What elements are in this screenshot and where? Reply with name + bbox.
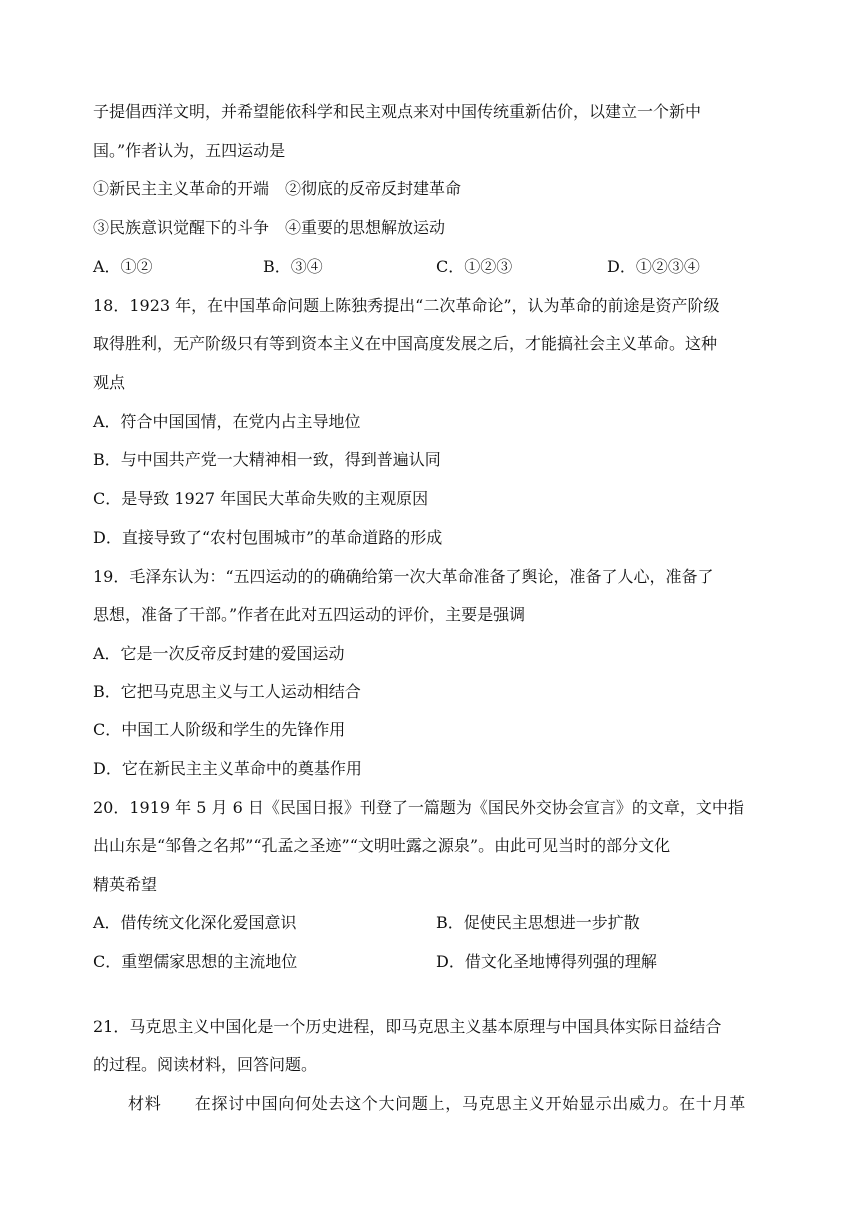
q17-option-a: A．①② [93, 257, 153, 276]
q19-option-b: B．它把马克思主义与工人运动相结合 [93, 682, 361, 701]
q18-option-d: D．直接导致了“农村包围城市”的革命道路的形成 [93, 528, 443, 547]
q17-stem-continuation-line1: 子提倡西洋文明，并希望能依科学和民主观点来对中国传统重新估价，以建立一个新中 [93, 102, 702, 121]
q19-stem-line2: 思想，准备了干部。”作者在此对五四运动的评价，主要是强调 [93, 605, 526, 624]
q17-statements-line1: ①新民主主义革命的开端 ②彻底的反帝反封建革命 [93, 179, 462, 198]
q21-material-line1: 材料 在探讨中国向何处去这个大问题上，马克思主义开始显示出威力。在十月革 [128, 1094, 746, 1113]
q20-stem-line3: 精英希望 [93, 875, 158, 894]
q20-stem-line2: 出山东是“邹鲁之名邦”“孔孟之圣迹”“文明吐露之源泉”。由此可见当时的部分文化 [93, 836, 671, 855]
q18-stem-line2: 取得胜利，无产阶级只有等到资本主义在中国高度发展之后，才能搞社会主义革命。这种 [93, 334, 718, 353]
q20-option-b: B．促使民主思想进一步扩散 [436, 913, 640, 932]
q18-option-b: B．与中国共产党一大精神相一致，得到普遍认同 [93, 450, 441, 469]
q17-option-d: D．①②③④ [607, 257, 700, 276]
q20-option-c: C．重塑儒家思想的主流地位 [93, 952, 298, 971]
q17-statements-line2: ③民族意识觉醒下的斗争 ④重要的思想解放运动 [93, 218, 446, 237]
q20-stem-line1: 20．1919 年 5 月 6 日《民国日报》刊登了一篇题为《国民外交协会宣言》的文章，文中指 [93, 798, 744, 817]
q20-option-a: A．借传统文化深化爱国意识 [93, 913, 297, 932]
q18-stem-line3: 观点 [93, 373, 126, 392]
q21-stem-line2: 的过程。阅读材料，回答问题。 [93, 1055, 318, 1074]
q20-option-d: D．借文化圣地博得列强的理解 [436, 952, 657, 971]
q18-option-c: C．是导致 1927 年国民大革命失败的主观原因 [93, 489, 429, 508]
q19-option-d: D．它在新民主主义革命中的奠基作用 [93, 759, 362, 778]
q18-stem-line1: 18．1923 年，在中国革命问题上陈独秀提出“二次革命论”，认为革命的前途是资产阶级 [93, 296, 720, 315]
q17-option-c: C．①②③ [436, 257, 513, 276]
q19-option-c: C．中国工人阶级和学生的先锋作用 [93, 720, 346, 739]
q21-stem-line1: 21．马克思主义中国化是一个历史进程，即马克思主义基本原理与中国具体实际日益结合 [93, 1017, 722, 1036]
q19-option-a: A．它是一次反帝反封建的爱国运动 [93, 644, 345, 663]
q17-stem-continuation-line2: 国。”作者认为，五四运动是 [93, 141, 286, 160]
q19-stem-line1: 19．毛泽东认为：“五四运动的的确确给第一次大革命准备了舆论，准备了人心，准备了 [93, 567, 714, 586]
q17-option-b: B．③④ [263, 257, 323, 276]
q18-option-a: A．符合中国国情，在党内占主导地位 [93, 412, 361, 431]
